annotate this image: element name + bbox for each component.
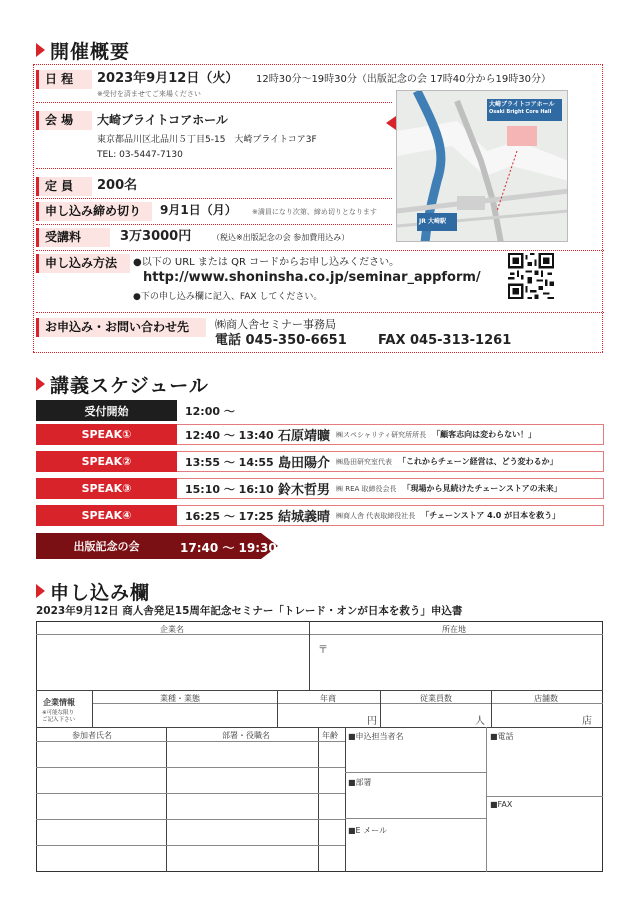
participant-name-field[interactable] bbox=[38, 847, 165, 870]
method-line1: ●以下の URL または QR コードからお申し込みください。 bbox=[133, 257, 400, 268]
sales-unit: 円 bbox=[367, 716, 377, 727]
fax-label: ■FAX bbox=[490, 800, 513, 809]
overview-frame-right bbox=[602, 64, 603, 352]
form-line bbox=[486, 727, 487, 872]
form-line bbox=[36, 819, 345, 820]
schedule-time: 12:40 ～ 13:40 bbox=[185, 428, 274, 442]
schedule-body bbox=[177, 478, 604, 499]
form-line bbox=[36, 767, 345, 768]
form-line bbox=[92, 690, 93, 727]
schedule-row bbox=[36, 478, 604, 499]
divider bbox=[36, 198, 392, 199]
form-line bbox=[345, 727, 346, 872]
fax-field[interactable] bbox=[488, 811, 601, 870]
schedule-time: 15:10 ～ 16:10 bbox=[185, 482, 274, 496]
form-line bbox=[36, 741, 345, 742]
age-label: 年齢 bbox=[322, 731, 338, 740]
dept-label: ■部署 bbox=[348, 778, 372, 787]
schedule-time: 12:00 ～ bbox=[185, 404, 235, 418]
speaker-name: 石原靖曠 bbox=[278, 429, 331, 444]
fee-value: 3万3000円 bbox=[120, 229, 192, 244]
form-line bbox=[309, 621, 310, 690]
participant-label: 参加者氏名 bbox=[72, 731, 112, 740]
contact-person-field[interactable] bbox=[347, 742, 485, 770]
form-subtitle: 2023年9月12日 商人舎発足15周年記念セミナー「トレード・オンが日本を救う」申込書 bbox=[36, 605, 463, 617]
address-field[interactable] bbox=[311, 636, 601, 688]
form-line bbox=[277, 690, 278, 727]
company-info-label: 企業情報 bbox=[43, 698, 75, 707]
overview-frame-left bbox=[33, 64, 34, 352]
divider bbox=[36, 250, 604, 251]
fee-note: （税込※出版記念の会 参加費用込み） bbox=[212, 233, 350, 242]
speaker-org: ㈱島田研究室代表 bbox=[336, 457, 393, 466]
industry-field[interactable] bbox=[94, 705, 276, 725]
contact-org: ㈱商人舎セミナー事務局 bbox=[215, 318, 336, 331]
form-line bbox=[486, 796, 603, 797]
triangle-icon bbox=[36, 584, 45, 598]
participant-age-field[interactable] bbox=[320, 795, 344, 818]
schedule-tag: SPEAK① bbox=[36, 424, 177, 445]
deadline-note: ※満員になり次第、締め切りとなります bbox=[252, 208, 377, 216]
speaker-topic: 「現場から見続けたチェーンストアの未来」 bbox=[402, 484, 562, 493]
speaker-org: ㈱ REA 取締役会長 bbox=[336, 484, 397, 493]
speaker-topic: 「これからチェーン経営は、どう変わるか」 bbox=[398, 457, 558, 466]
email-field[interactable] bbox=[347, 836, 485, 870]
stores-unit: 店 bbox=[582, 716, 592, 727]
participant-dept-field[interactable] bbox=[168, 769, 317, 792]
form-line bbox=[345, 772, 486, 773]
form-line bbox=[318, 727, 319, 872]
schedule-tag: 受付開始 bbox=[36, 400, 177, 421]
email-label: ■E メール bbox=[348, 826, 387, 835]
schedule-body bbox=[177, 451, 604, 472]
sales-label: 年商 bbox=[320, 694, 336, 703]
triangle-icon bbox=[36, 377, 45, 391]
phone-field[interactable] bbox=[488, 742, 601, 794]
schedule-time: 16:25 ～ 17:25 bbox=[185, 509, 274, 523]
participant-name-field[interactable] bbox=[38, 795, 165, 818]
employees-field[interactable] bbox=[382, 705, 490, 725]
form-line bbox=[36, 690, 603, 691]
application-url-link[interactable]: http://www.shoninsha.co.jp/seminar_appform/ bbox=[143, 270, 481, 285]
participant-age-field[interactable] bbox=[320, 743, 344, 766]
schedule-row bbox=[36, 505, 604, 526]
schedule-tag: SPEAK③ bbox=[36, 478, 177, 499]
schedule-body bbox=[177, 505, 604, 526]
participant-dept-field[interactable] bbox=[168, 821, 317, 844]
method-label: 申し込み方法 bbox=[36, 254, 130, 273]
participant-age-field[interactable] bbox=[320, 821, 344, 844]
deadline-label: 申し込み締め切り bbox=[36, 202, 152, 221]
schedule-row bbox=[36, 424, 604, 445]
fee-label: 受講料 bbox=[36, 228, 110, 247]
participant-dept-field[interactable] bbox=[168, 795, 317, 818]
stores-label: 店舗数 bbox=[534, 694, 558, 703]
form-line bbox=[166, 727, 167, 872]
map-venue-label: 大崎ブライトコアホール Osaki Bright Core Hall bbox=[489, 101, 555, 116]
speaker-org: ㈱商人舎 代表取締役社長 bbox=[336, 511, 416, 520]
venue-name: 大崎ブライトコアホール bbox=[97, 113, 228, 127]
schedule-tag: SPEAK④ bbox=[36, 505, 177, 526]
deadline-value: 9月1日（月） bbox=[160, 203, 237, 217]
schedule-body bbox=[177, 424, 604, 445]
company-info-note: ※可能な限り ご記入下さい bbox=[42, 710, 76, 723]
qr-code-graphic bbox=[508, 253, 554, 299]
form-line bbox=[36, 793, 345, 794]
venue-map bbox=[396, 90, 568, 242]
method-line2: ●下の申し込み欄に記入、FAX してください。 bbox=[133, 292, 323, 302]
overview-heading: 開催概要 bbox=[36, 38, 130, 62]
employees-label: 従業員数 bbox=[420, 694, 452, 703]
capacity-value: 200名 bbox=[97, 178, 138, 193]
map-station-label: JR 大崎駅 bbox=[419, 218, 446, 225]
participant-dept-field[interactable] bbox=[168, 847, 317, 870]
address-label: 所在地 bbox=[442, 625, 466, 634]
divider bbox=[36, 168, 392, 169]
sales-field[interactable] bbox=[279, 705, 379, 725]
dept-field[interactable] bbox=[347, 788, 485, 816]
schedule-row bbox=[36, 451, 604, 472]
department-label: 部署・役職名 bbox=[222, 731, 270, 740]
venue-tel: TEL: 03-5447-7130 bbox=[97, 150, 183, 160]
venue-label: 会 場 bbox=[36, 111, 92, 130]
form-line bbox=[345, 818, 486, 819]
date-label: 日 程 bbox=[36, 70, 92, 89]
form-line bbox=[36, 845, 345, 846]
qr-code-icon[interactable] bbox=[508, 253, 554, 299]
speaker-topic: 「チェーンストア 4.0 が日本を救う」 bbox=[421, 511, 561, 520]
schedule-row bbox=[36, 400, 604, 421]
date-note: ※受付を済ませてご来場ください bbox=[97, 90, 201, 98]
overview-frame-top bbox=[33, 64, 603, 65]
schedule-body bbox=[177, 400, 604, 421]
divider bbox=[36, 224, 392, 225]
contact-label: お申込み・お問い合わせ先 bbox=[36, 318, 206, 337]
form-line bbox=[36, 634, 603, 635]
schedule-heading: 講義スケジュール bbox=[36, 372, 209, 396]
speaker-name: 結城義晴 bbox=[278, 510, 331, 525]
overview-frame-bottom bbox=[33, 352, 603, 353]
company-name-label: 企業名 bbox=[160, 625, 184, 634]
contact-person-label: ■申込担当者名 bbox=[348, 732, 404, 741]
form-line bbox=[491, 690, 492, 727]
company-name-field[interactable] bbox=[38, 636, 308, 688]
industry-label: 業種・業態 bbox=[160, 694, 200, 703]
speaker-name: 島田陽介 bbox=[278, 456, 331, 471]
form-line bbox=[380, 690, 381, 727]
map-pointer-icon bbox=[386, 116, 396, 130]
date-main: 2023年9月12日（火） bbox=[97, 71, 239, 86]
divider bbox=[36, 102, 392, 103]
participant-age-field[interactable] bbox=[320, 769, 344, 792]
phone-label: ■電話 bbox=[490, 732, 514, 741]
participant-age-field[interactable] bbox=[320, 847, 344, 870]
contact-tel: 電話 045-350-6651 bbox=[215, 333, 347, 348]
employees-unit: 人 bbox=[475, 716, 485, 727]
triangle-icon bbox=[36, 43, 45, 57]
speaker-org: ㈱スペシャリティ研究所所長 bbox=[336, 430, 427, 439]
party-time: 17:40 ～ 19:30 bbox=[180, 541, 277, 555]
speaker-name: 鈴木哲男 bbox=[278, 483, 331, 498]
participant-name-field[interactable] bbox=[38, 769, 165, 792]
venue-address: 東京都品川区北品川５丁目5-15 大崎ブライトコア3F bbox=[97, 135, 317, 145]
postal-mark: 〒 bbox=[318, 645, 328, 656]
participant-name-field[interactable] bbox=[38, 821, 165, 844]
participant-dept-field[interactable] bbox=[168, 743, 317, 766]
party-tag: 出版記念の会 bbox=[73, 540, 140, 553]
form-heading: 申し込み欄 bbox=[36, 579, 150, 603]
schedule-time: 13:55 ～ 14:55 bbox=[185, 455, 274, 469]
capacity-label: 定 員 bbox=[36, 177, 92, 196]
contact-fax: FAX 045-313-1261 bbox=[378, 333, 512, 348]
form-line bbox=[36, 727, 603, 728]
divider bbox=[36, 312, 604, 313]
date-time: 12時30分～19時30分（出版記念の会 17時40分から19時30分） bbox=[256, 74, 551, 85]
schedule-tag: SPEAK② bbox=[36, 451, 177, 472]
participant-name-field[interactable] bbox=[38, 743, 165, 766]
speaker-topic: 「顧客志向は変わらない！」 bbox=[432, 430, 537, 439]
